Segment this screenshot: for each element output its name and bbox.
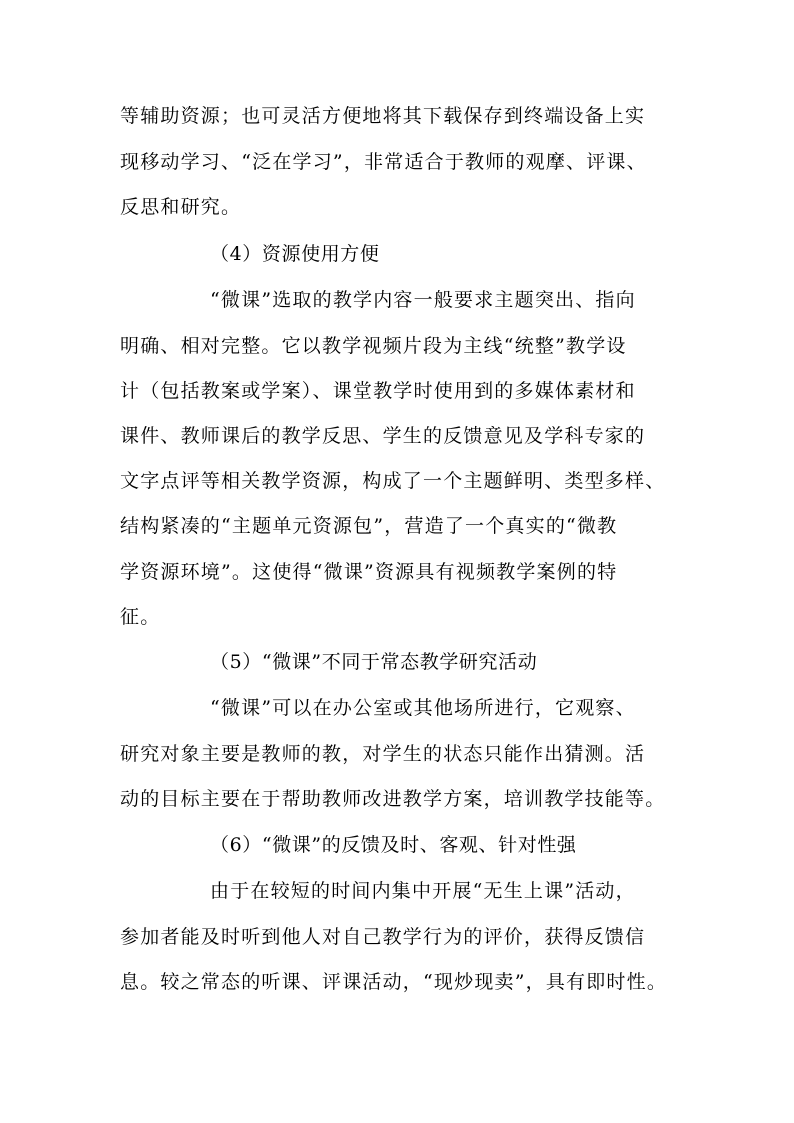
paragraph-line: 计（包括教案或学案）、课堂教学时使用到的多媒体素材和	[120, 380, 636, 402]
section-heading: （6）“微课”的反馈及时、客观、针对性强	[210, 834, 577, 856]
paragraph-line: 学资源环境”。这使得“微课”资源具有视频教学案例的特	[120, 561, 618, 583]
paragraph-line: 参加者能及时听到他人对自己教学行为的评价，获得反馈信	[120, 926, 646, 948]
paragraph-line: 文字点评等相关教学资源，构成了一个主题鲜明、类型多样、	[120, 470, 666, 492]
paragraph-line: 动的目标主要在于帮助教师改进教学方案，培训教学技能等。	[120, 788, 666, 810]
section-heading: （5）“微课”不同于常态教学研究活动	[210, 651, 538, 673]
paragraph-line: 反思和研究。	[120, 196, 242, 218]
paragraph-line: “微课”选取的教学内容一般要求主题突出、指向	[210, 289, 636, 311]
paragraph-line: 现移动学习、“泛在学习”，非常适合于教师的观摩、评课、	[120, 151, 647, 173]
paragraph-line: “微课”可以在办公室或其他场所进行，它观察、	[210, 697, 636, 719]
paragraph-line: 研究对象主要是教师的教，对学生的状态只能作出猜测。活	[120, 743, 646, 765]
paragraph-line: 明确、相对完整。它以教学视频片段为主线“统整”教学设	[120, 335, 627, 357]
paragraph-line: 征。	[120, 606, 161, 628]
paragraph-line: 结构紧凑的“主题单元资源包”，营造了一个真实的“微教	[120, 515, 618, 537]
paragraph-line: 等辅助资源；也可灵活方便地将其下载保存到终端设备上实	[120, 105, 646, 127]
paragraph-line: 由于在较短的时间内集中开展“无生上课”活动，	[210, 880, 636, 902]
section-heading: （4）资源使用方便	[210, 243, 380, 265]
paragraph-line: 息。较之常态的听课、评课活动，“现炒现卖”，具有即时性。	[120, 971, 668, 993]
paragraph-line: 课件、教师课后的教学反思、学生的反馈意见及学科专家的	[120, 425, 646, 447]
